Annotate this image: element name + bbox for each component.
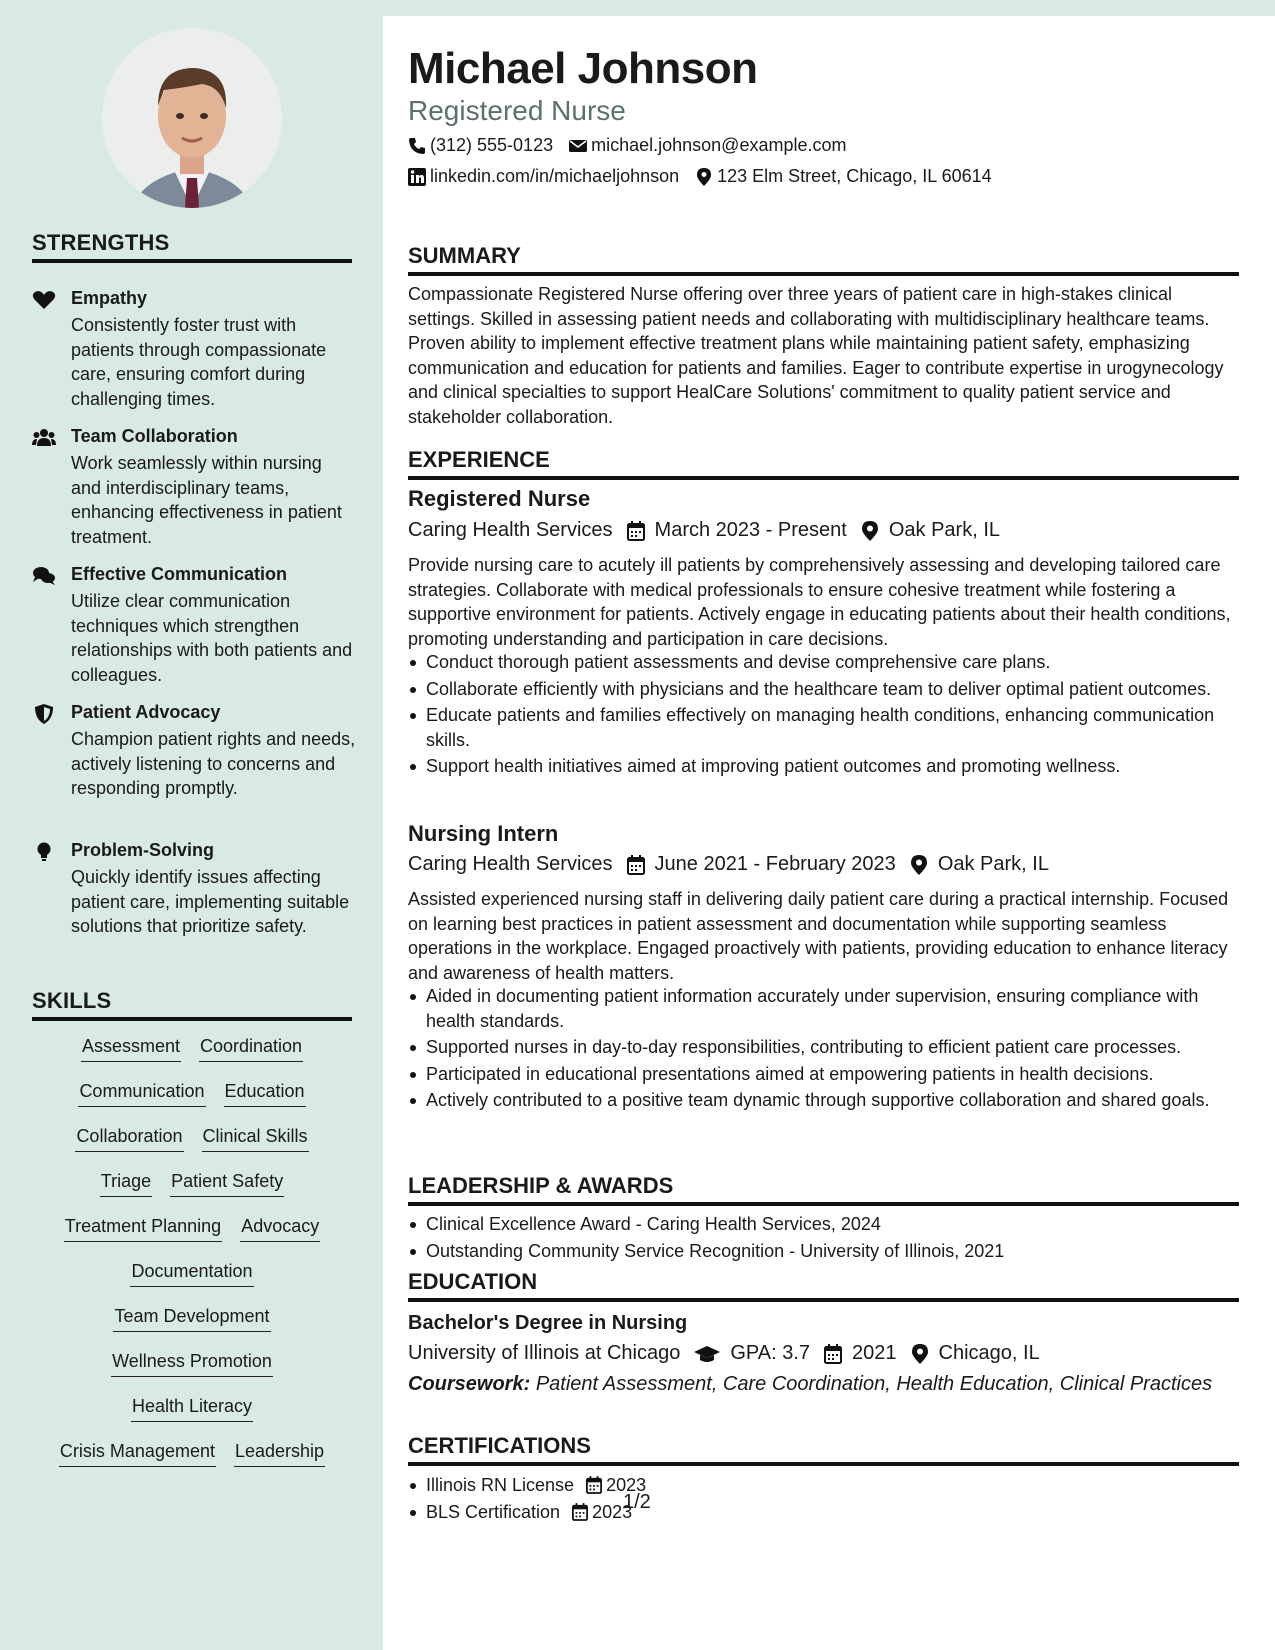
graduation-cap-icon xyxy=(694,1344,720,1364)
strengths-heading: STRENGTHS xyxy=(32,230,352,263)
skills-heading: SKILLS xyxy=(32,988,352,1021)
phone-icon xyxy=(408,137,426,155)
skills-list xyxy=(32,1036,352,1486)
skill-tag: Clinical Skills xyxy=(202,1126,309,1152)
address: 123 Elm Street, Chicago, IL 60614 xyxy=(717,166,992,186)
list-item xyxy=(408,1500,1239,1525)
contact-row xyxy=(408,166,992,187)
awards-list xyxy=(408,1212,1239,1265)
skill-tag: Crisis Management xyxy=(59,1441,216,1467)
list-item: Clinical Excellence Award - Caring Health Services, 2024 xyxy=(408,1212,1239,1237)
cert-year: 2023 xyxy=(592,1501,633,1522)
page-number: 1/2 xyxy=(623,1491,651,1513)
list-item: Support health initiatives aimed at improving patient outcomes and promoting wellness. xyxy=(408,754,1239,779)
skill-tag: Assessment xyxy=(81,1036,181,1062)
calendar-icon xyxy=(627,855,645,875)
skill-tag: Treatment Planning xyxy=(64,1216,222,1242)
education-heading: EDUCATION xyxy=(408,1269,1239,1302)
list-item: Actively contributed to a positive team dynamic through supportive collaboration and shared goals. xyxy=(408,1088,1239,1113)
map-pin-icon xyxy=(911,1344,929,1364)
skill-tag: Collaboration xyxy=(75,1126,183,1152)
strength-title: Problem-Solving xyxy=(71,840,215,860)
skill-tag: Patient Safety xyxy=(170,1171,284,1197)
sidebar xyxy=(0,0,383,1650)
list-item: Collaborate efficiently with physicians and the healthcare team to deliver optimal patient outcomes. xyxy=(408,677,1239,702)
calendar-icon xyxy=(824,1344,842,1364)
job-dates: June 2021 - February 2023 xyxy=(654,853,896,875)
strength-description: Work seamlessly within nursing and interdisciplinary teams, enhancing effectiveness in patient treatment. xyxy=(71,453,342,547)
degree-title: Bachelor's Degree in Nursing xyxy=(408,1312,688,1334)
map-pin-icon xyxy=(910,855,928,875)
job-description: Provide nursing care to acutely ill patients by comprehensively assessing and developing tailored care strategies. Collaborate with medical professionals to ensure cohesive treatment while fostering a supportive environment for patients. Actively engage in educating patients about their health conditions, promoting understanding and participation in care decisions. xyxy=(408,555,1231,649)
skill-tag: Documentation xyxy=(130,1261,253,1287)
list-item: Supported nurses in day-to-day responsibilities, contributing to efficient patient care processes. xyxy=(408,1035,1239,1060)
candidate-name: Michael Johnson xyxy=(408,44,758,93)
company-name: Caring Health Services xyxy=(408,519,613,541)
skill-tag: Advocacy xyxy=(240,1216,320,1242)
certifications-heading: CERTIFICATIONS xyxy=(408,1433,1239,1466)
cert-year: 2023 xyxy=(606,1475,647,1495)
job-meta xyxy=(408,853,1049,876)
job-location: Oak Park, IL xyxy=(888,519,1001,541)
job-bullets xyxy=(408,984,1239,1115)
strength-description: Consistently foster trust with patients through compassionate care, ensuring comfort during challenging times. xyxy=(71,315,327,409)
awards-heading: LEADERSHIP & AWARDS xyxy=(408,1173,1239,1206)
list-item: Aided in documenting patient information accurately under supervision, ensuring compliance with health standards. xyxy=(408,984,1239,1033)
skill-tag: Coordination xyxy=(199,1036,303,1062)
education-meta xyxy=(408,1342,1040,1365)
list-item xyxy=(408,1473,1239,1498)
heart-icon xyxy=(32,290,56,310)
cert-name: Illinois RN License xyxy=(426,1475,575,1495)
list-item: Outstanding Community Service Recognition - University of Illinois, 2021 xyxy=(408,1239,1239,1264)
job-bullets xyxy=(408,650,1239,781)
calendar-icon xyxy=(572,1503,588,1521)
experience-heading: EXPERIENCE xyxy=(408,447,1239,480)
lightbulb-icon xyxy=(32,842,56,862)
skill-tag: Team Development xyxy=(113,1306,270,1332)
candidate-role: Registered Nurse xyxy=(408,95,626,126)
users-icon xyxy=(32,428,56,448)
coursework-list: Patient Assessment, Care Coordination, Health Education, Clinical Practices xyxy=(535,1373,1213,1395)
job-description: Assisted experienced nursing staff in delivering daily patient care during a practical internship. Focused on learning best practices in patient assessment and documentation while supporting seamless operations in the workplace. Engaged proactively with patients, providing education to enhance literacy and awareness of health matters. xyxy=(408,889,1229,983)
map-pin-icon xyxy=(695,168,713,186)
skill-tag: Triage xyxy=(100,1171,152,1197)
profile-photo xyxy=(102,28,282,208)
strength-title: Effective Communication xyxy=(71,564,288,584)
job-location: Oak Park, IL xyxy=(937,853,1049,875)
certifications-list xyxy=(408,1473,1239,1526)
list-item: Educate patients and families effectively on managing health conditions, enhancing communication skills. xyxy=(408,703,1239,752)
strength-title: Patient Advocacy xyxy=(71,702,221,722)
job-title: Registered Nurse xyxy=(408,486,591,511)
graduation-year: 2021 xyxy=(852,1342,897,1364)
school-name: University of Illinois at Chicago xyxy=(408,1342,681,1364)
coursework-label: Coursework: xyxy=(408,1373,531,1395)
summary-heading: SUMMARY xyxy=(408,243,1239,276)
strength-title: Team Collaboration xyxy=(71,426,238,446)
shield-icon xyxy=(32,704,56,724)
skill-tag: Wellness Promotion xyxy=(111,1351,273,1377)
job-title: Nursing Intern xyxy=(408,821,559,846)
coursework xyxy=(408,1373,1212,1396)
strength-title: Empathy xyxy=(71,288,148,308)
phone-number[interactable]: (312) 555-0123 xyxy=(430,135,554,155)
job-dates: March 2023 - Present xyxy=(654,519,847,541)
skill-tag: Health Literacy xyxy=(131,1396,253,1422)
strength-description: Champion patient rights and needs, actively listening to concerns and responding promptly. xyxy=(71,729,356,798)
gpa: GPA: 3.7 xyxy=(730,1342,811,1364)
list-item: Participated in educational presentations aimed at empowering patients in health decisions. xyxy=(408,1062,1239,1087)
skill-tag: Leadership xyxy=(234,1441,325,1467)
calendar-icon xyxy=(586,1476,602,1494)
strength-description: Quickly identify issues affecting patient care, implementing suitable solutions that prioritize safety. xyxy=(71,867,350,936)
list-item: Conduct thorough patient assessments and devise comprehensive care plans. xyxy=(408,650,1239,675)
calendar-icon xyxy=(627,521,645,541)
job-meta xyxy=(408,519,1000,542)
cert-name: BLS Certification xyxy=(426,1501,561,1522)
email-link[interactable]: michael.johnson@example.com xyxy=(591,135,847,155)
summary-text: Compassionate Registered Nurse offering over three years of patient care in high-stakes clinical settings. Skilled in assessing patient needs and collaborating with multidisciplinary healthcare teams. Proven ability to implement effective treatment plans while maintaining patient safety, emphasizing communication and education for patients and families. Eager to contribute expertise in urogynecology and clinical specialties to support HealCare Solutions' commitment to quality patient service and stakeholder collaboration. xyxy=(408,284,1224,427)
map-pin-icon xyxy=(861,521,879,541)
skill-tag: Education xyxy=(224,1081,306,1107)
linkedin-link[interactable]: linkedin.com/in/michaeljohnson xyxy=(430,166,680,186)
school-location: Chicago, IL xyxy=(938,1342,1040,1364)
main-content xyxy=(383,16,1275,1650)
envelope-icon xyxy=(569,137,587,155)
company-name: Caring Health Services xyxy=(408,853,613,875)
comments-icon xyxy=(32,566,56,586)
linkedin-icon xyxy=(408,168,426,186)
skill-tag: Communication xyxy=(78,1081,205,1107)
contact-row xyxy=(408,135,847,156)
strength-description: Utilize clear communication techniques which strengthen relationships with both patients and colleagues. xyxy=(71,591,353,685)
